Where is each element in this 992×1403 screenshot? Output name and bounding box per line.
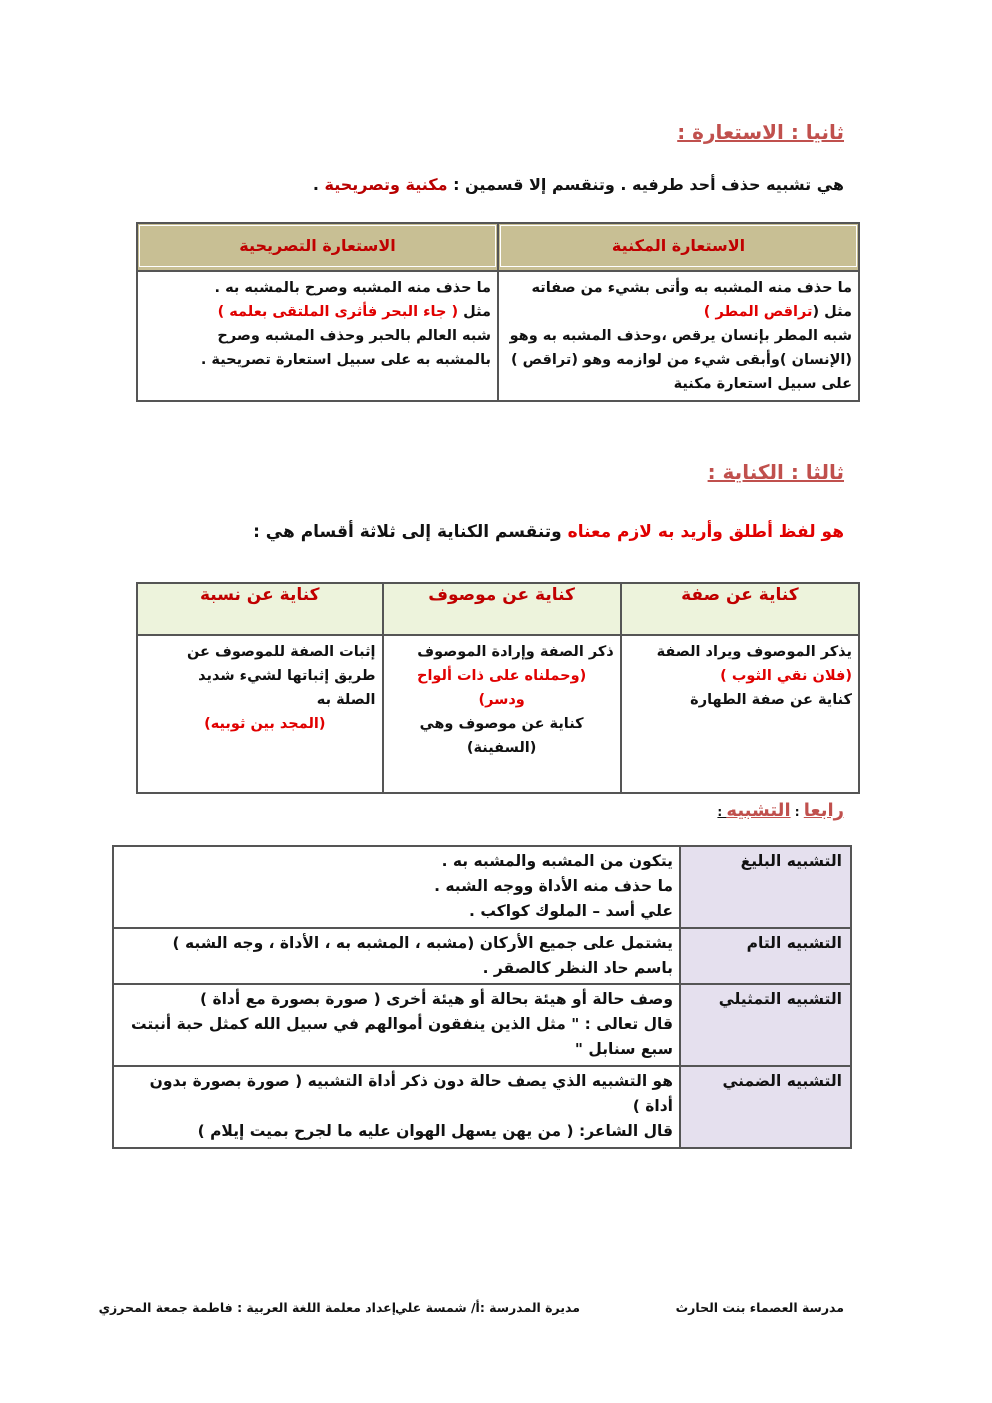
kinaya-intro	[253, 522, 844, 542]
tasrihiya-cell	[137, 271, 498, 401]
simile-type-label: التشبيه التام	[680, 928, 851, 984]
simile-line: هو التشبيه الذي يصف حالة دون ذكر أداة التشبيه ( صورة بصورة بدون	[149, 1072, 673, 1090]
kinaya-intro-def: هو لفظ أطلق وأريد به لازم معناه	[567, 522, 844, 542]
simile-description	[113, 984, 680, 1066]
makniya-cell	[498, 271, 859, 401]
simile-row	[113, 1066, 851, 1148]
makniya-explain-2: (الإنسان )وأبقى شيء من لوازمه وهو (تراقص )	[510, 352, 852, 368]
simile-row	[113, 928, 851, 984]
simile-line: وصف حالة أو هيئة بحالة أو هيئة أخرى ( صورة بصورة مع أداة )	[199, 990, 673, 1008]
sifa-example: (فلان نقي الثوب )	[720, 668, 852, 684]
nisba-cell	[137, 635, 383, 793]
simile-line: قال الشاعر: ( من يهن يسهل الهوان عليه ما لجرح بميت إيلام )	[197, 1122, 673, 1140]
simile-row	[113, 984, 851, 1066]
simile-heading-suffix: :	[717, 805, 727, 819]
simile-line: يشتمل على جميع الأركان (مشبه ، المشبه به ، الأداة ، وجه الشبه )	[172, 934, 673, 952]
simile-description	[113, 846, 680, 928]
metaphor-table	[136, 222, 860, 402]
simile-description	[113, 928, 680, 984]
simile-line: قال تعالى : " مثل الذين ينفقون أموالهم في سبيل الله كمثل حبة أنبتت	[131, 1015, 673, 1033]
simile-heading-prefix: رابعا	[803, 800, 844, 821]
metaphor-intro-end: .	[312, 175, 325, 194]
makniya-example-line: مثل (تراقص المطر )	[703, 304, 852, 320]
col-header-makniya: الاستعارة المكنية	[498, 223, 859, 271]
simile-type-label: التشبيه التمثيلي	[680, 984, 851, 1066]
kinaya-table	[136, 582, 860, 794]
simile-heading-title: التشبيه	[726, 800, 791, 821]
footer-principal: مديرة المدرسة :أ/ شمسة علي	[395, 1300, 580, 1315]
sifa-explain: كناية عن صفة الطهارة	[690, 692, 852, 708]
makniya-example: تراقص المطر )	[703, 304, 813, 320]
simile-line: باسم حاد النظر كالصقر .	[482, 959, 673, 977]
metaphor-intro-main: هي تشبيه حذف أحد طرفيه . وتنقسم إلا قسمين :	[453, 175, 844, 194]
simile-table	[112, 845, 852, 1149]
col-header-mawsoof: كناية عن موصوف	[383, 583, 621, 635]
simile-line: ما حذف منه الأداة ووجه الشبه .	[434, 877, 673, 895]
makniya-explain-3: على سبيل استعارة مكنية	[673, 376, 852, 392]
mawsoof-def: ذكر الصفة وإرادة الموصوف	[417, 644, 614, 660]
tasrihiya-example: ( جاء البحر فأثرى الملتقى بعلمه )	[217, 304, 459, 320]
simile-line: سبع سنابل "	[574, 1040, 673, 1058]
metaphor-intro-types: مكنية وتصريحية	[324, 175, 448, 194]
sifa-def: يذكر الموصوف ويراد الصفة	[656, 644, 852, 660]
metaphor-intro	[313, 175, 844, 194]
mawsoof-explain: كناية عن موصوف وهي	[419, 716, 584, 732]
mawsoof-cell	[383, 635, 621, 793]
mawsoof-example-1: (وحملناه على ذات ألواح	[417, 668, 587, 684]
nisba-example: (المجد بين ثوبيه)	[204, 716, 326, 732]
simile-type-label: التشبيه الضمني	[680, 1066, 851, 1148]
simile-line: يتكون من المشبه والمشبه به .	[441, 852, 673, 870]
tasrihiya-example-line: مثل ( جاء البحر فأثرى الملتقى بعلمه )	[217, 304, 491, 320]
col-header-nisba: كناية عن نسبة	[137, 583, 383, 635]
simile-line: أداة )	[632, 1097, 673, 1115]
simile-line: علي أسد – الملوك كواكب .	[469, 902, 673, 920]
section-heading-metaphor: ثانيا : الاستعارة :	[677, 120, 844, 144]
nisba-def-3: الصلة به	[316, 692, 376, 708]
mawsoof-answer: (السفينة)	[466, 740, 537, 756]
simile-row	[113, 846, 851, 928]
sifa-cell	[621, 635, 859, 793]
kinaya-intro-rest: وتنقسم الكناية إلى ثلاثة أقسام هي :	[253, 522, 568, 542]
makniya-explain-1: شبه المطر بإنسان يرقص ،وحذف المشبه به وهو	[509, 328, 852, 344]
makniya-def: ما حذف منه المشبه به وأتى بشيء من صفاته	[531, 280, 852, 296]
simile-heading-sep: :	[790, 805, 804, 819]
simile-description	[113, 1066, 680, 1148]
simile-type-label: التشبيه البليغ	[680, 846, 851, 928]
tasrihiya-def: ما حذف منه المشبه وصرح بالمشبه به .	[214, 280, 491, 296]
footer-teacher: إعداد معلمة اللغة العربية : فاطمة جمعة المحرزي	[98, 1300, 396, 1315]
tasrihiya-explain-1: شبه العالم بالحبر وحذف المشبه وصرح	[217, 328, 491, 344]
footer-school: مدرسة العصماء بنت الحارث	[675, 1300, 844, 1315]
nisba-def-2: طريق إثباتها لشيء شديد	[198, 668, 376, 684]
tasrihiya-explain-2: بالمشبه به على سبيل استعارة تصريحية .	[200, 352, 491, 368]
nisba-def-1: إثبات الصفة للموصوف عن	[187, 644, 376, 660]
mawsoof-example-2: ودسر)	[478, 692, 525, 708]
section-heading-kinaya: ثالثا : الكناية :	[707, 460, 844, 484]
section-heading-simile	[717, 800, 844, 821]
col-header-tasrihiya: الاستعارة التصريحية	[137, 223, 498, 271]
col-header-sifa: كناية عن صفة	[621, 583, 859, 635]
